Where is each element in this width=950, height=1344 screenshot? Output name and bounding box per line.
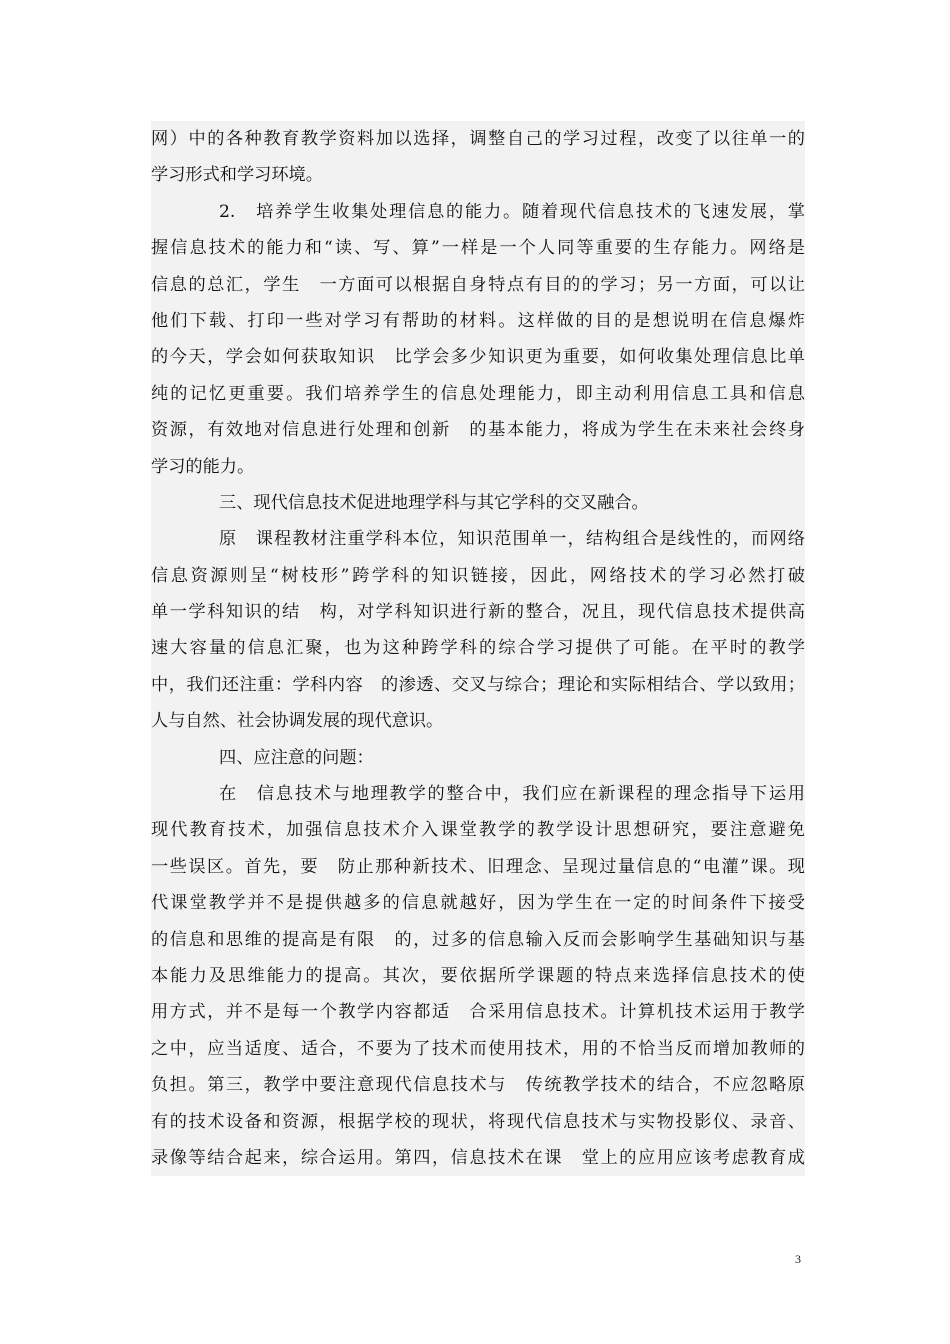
text-line: 学习形式和学习环境。 <box>151 165 323 186</box>
text-line: 一些误区。首先，要 防止那种新技术、旧理念、呈现过量信息的“电灌”课。现 <box>151 856 805 877</box>
text-line: 录像等结合起来，综合运用。第四，信息技术在课 堂上的应用应该考虑教育成 <box>151 1147 805 1168</box>
text-line: 的今天，学会如何获取知识 比学会多少知识更为重要，如何收集处理信息比单 <box>151 347 805 368</box>
text-line: 中，我们还注重：学科内容 的渗透、交叉与综合；理论和实际相结合、学以致用； <box>151 674 805 695</box>
text-line: 之中，应当适度、适合，不要为了技术而使用技术，用的不恰当反而增加教师的 <box>151 1038 805 1059</box>
page-number: 3 <box>795 1252 801 1266</box>
text-line: 2. 培养学生收集处理信息的能力。随着现代信息技术的飞速发展，掌 <box>219 201 805 222</box>
section-heading: 三、现代信息技术促进地理学科与其它学科的交叉融合。 <box>219 492 649 513</box>
text-line: 代课堂教学并不是提供越多的信息就越好，因为学生在一定的时间条件下接受 <box>151 893 805 914</box>
text-line: 握信息技术的能力和“读、写、算”一样是一个人同等重要的生存能力。网络是 <box>151 238 805 259</box>
text-line: 单一学科知识的结 构，对学科知识进行新的整合，况且，现代信息技术提供高 <box>151 602 805 623</box>
text-line: 网）中的各种教育教学资料加以选择，调整自己的学习过程，改变了以往单一的 <box>151 129 805 149</box>
text-line: 纯的记忆更重要。我们培养学生的信息处理能力，即主动利用信息工具和信息 <box>151 383 805 404</box>
text-line: 人与自然、社会协调发展的现代意识。 <box>151 711 444 732</box>
text-line: 在 信息技术与地理教学的整合中，我们应在新课程的理念指导下运用 <box>219 784 805 805</box>
text-line: 他们下载、打印一些对学习有帮助的材料。这样做的目的是想说明在信息爆炸 <box>151 310 805 331</box>
text-line: 资源，有效地对信息进行处理和创新 的基本能力，将成为学生在未来社会终身 <box>151 420 805 441</box>
text-line: 信息的总汇，学生 一方面可以根据自身特点有目的的学习；另一方面，可以让 <box>151 274 805 295</box>
text-line: 速大容量的信息汇聚，也为这种跨学科的综合学习提供了可能。在平时的教学 <box>151 638 805 659</box>
text-line: 的信息和思维的提高是有限 的，过多的信息输入反而会影响学生基础知识与基 <box>151 929 805 950</box>
body-text <box>151 121 805 1176</box>
text-line: 用方式，并不是每一个教学内容都适 合采用信息技术。计算机技术运用于教学 <box>151 1002 805 1023</box>
text-line: 本能力及思维能力的提高。其次，要依据所学课题的特点来选择信息技术的使 <box>151 965 805 986</box>
text-line: 信息资源则呈“树枝形”跨学科的知识链接，因此，网络技术的学习必然打破 <box>151 565 805 586</box>
text-line: 学习的能力。 <box>151 456 255 477</box>
text-line: 现代教育技术，加强信息技术介入课堂教学的教学设计思想研究，要注意避免 <box>151 820 805 841</box>
text-line: 原 课程教材注重学科本位，知识范围单一，结构组合是线性的，而网络 <box>219 529 805 550</box>
text-line: 负担。第三，教学中要注意现代信息技术与 传统教学技术的结合，不应忽略原 <box>151 1075 805 1096</box>
text-line: 有的技术设备和资源，根据学校的现状，将现代信息技术与实物投影仪、录音、 <box>151 1111 805 1132</box>
section-heading: 四、应注意的问题： <box>219 747 374 768</box>
